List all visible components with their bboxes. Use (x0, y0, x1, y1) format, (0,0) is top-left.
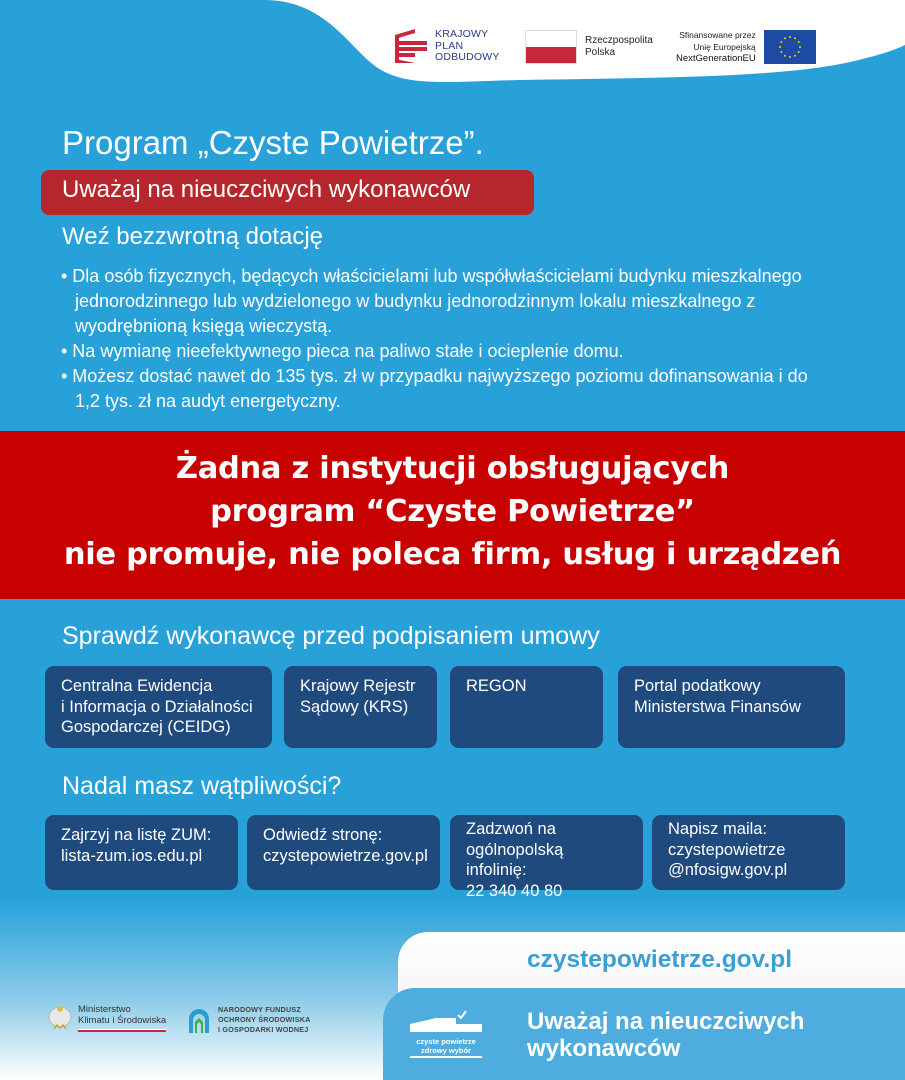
footer-url[interactable]: czystepowietrze.gov.pl (527, 946, 793, 973)
disclaimer-line-1: Żadna z instytucji obsługujących (175, 451, 730, 486)
kpo-line-2: PLAN (435, 39, 464, 52)
kpo-line-1: KRAJOWY (435, 28, 489, 40)
rp-line-1: Rzeczpospolita (585, 35, 653, 46)
subtitle: Weź bezzwrotną dotację (62, 223, 324, 250)
registry-box-regon (450, 666, 603, 748)
box-line: Portal podatkowy (634, 677, 761, 695)
registry-box-mf-portal (618, 666, 845, 748)
box-line: Sądowy (KRS) (300, 697, 409, 716)
nfosigw-logo (186, 1005, 311, 1035)
house-checkmark-icon (410, 1010, 482, 1032)
bullet-item: • Możesz dostać nawet do 135 tys. zł w przypadku najwyższego poziomu dofinansowania i do 1,2 tys. zł na audyt energetyczny. (61, 366, 808, 411)
rp-line-2: Polska (585, 47, 616, 58)
kpo-stripes-icon (395, 29, 427, 63)
ministry-line: Ministerstwo (78, 1004, 131, 1015)
ministry-line: Klimatu i Środowiska (78, 1015, 167, 1026)
eu-flag-icon (764, 30, 816, 64)
contact-box-email (652, 815, 845, 890)
czyste-powietrze-logo (410, 1010, 482, 1058)
contact-box-hotline (450, 815, 643, 900)
footer-warning-line: Uważaj na nieuczciwych (527, 1008, 805, 1035)
polish-eagle-icon (47, 1003, 73, 1033)
nfos-line: OCHRONY ŚRODOWISKA (218, 1015, 311, 1024)
email-link[interactable]: @nfosigw.gov.pl (668, 861, 788, 879)
kpo-line-3: ODBUDOWY (435, 51, 500, 63)
polish-flag-icon (525, 30, 577, 64)
footer-warning (527, 1008, 804, 1062)
box-line: Centralna Ewidencja (61, 677, 213, 695)
box-link[interactable]: czystepowietrze.gov.pl (263, 846, 428, 865)
contact-box-website (247, 815, 440, 890)
disclaimer-line-2: program “Czyste Powietrze” (210, 494, 695, 529)
eu-line-3: NextGenerationEU (676, 53, 756, 64)
eu-line-1: Sfinansowane przez (679, 30, 756, 40)
check-section-title: Sprawdź wykonawcę przed podpisaniem umowy (62, 622, 600, 650)
cp-logo-underline (410, 1056, 482, 1058)
email-link[interactable]: czystepowietrze (668, 840, 786, 859)
warning-pill: Uważaj na nieuczciwych wykonawców (41, 170, 534, 215)
kpo-logo (395, 29, 500, 64)
box-line: REGON (466, 677, 527, 695)
registry-box-krs (284, 666, 437, 748)
eu-logo (676, 30, 816, 65)
page-title: Program „Czyste Powietrze”. (62, 124, 484, 161)
nfosigw-emblem-icon (186, 1005, 212, 1035)
bullet-item: • Na wymianę nieefektywnego pieca na paliwo stałe i ocieplenie domu. (61, 341, 624, 361)
box-line: ogólnopolską infolinię: (466, 840, 564, 879)
box-line: Gospodarczej (CEIDG) (61, 718, 231, 736)
ministry-underline (78, 1029, 166, 1032)
phone-number[interactable]: 22 340 40 80 (466, 881, 563, 900)
footer-warning-line: wykonawców (527, 1035, 681, 1062)
box-line: Odwiedź stronę: (263, 826, 383, 844)
ministry-logo (47, 1003, 166, 1033)
disclaimer-band (0, 431, 905, 599)
box-line: Napisz maila: (668, 820, 768, 838)
bullet-item: • Dla osób fizycznych, będących właścicielami lub współwłaścicielami budynku mieszkalnego jednorodzinnego lub wydzielonego w budynku jednorodzinnym lokalu mieszkalnego z wyodrębnioną księgą wieczystą. (61, 266, 802, 336)
disclaimer-line-3: nie promuje, nie poleca firm, usług i urządzeń (63, 537, 842, 572)
doubts-section-title: Nadal masz wątpliwości? (62, 772, 342, 800)
eu-line-2: Unię Europejską (693, 41, 756, 52)
cp-logo-line: zdrowy wybór (420, 1046, 471, 1055)
cp-logo-line: czyste powietrze (416, 1037, 476, 1046)
bullet-list (61, 264, 821, 414)
registry-box-ceidg (45, 666, 272, 748)
box-link[interactable]: lista-zum.ios.edu.pl (61, 846, 203, 865)
nfos-line: I GOSPODARKI WODNEJ (218, 1025, 309, 1034)
nfos-line: NARODOWY FUNDUSZ (218, 1005, 301, 1014)
rp-logo (525, 30, 653, 64)
box-line: Ministerstwa Finansów (634, 697, 801, 716)
box-line: i Informacja o Działalności (61, 697, 253, 716)
box-line: Zajrzyj na listę ZUM: (61, 826, 212, 844)
box-line: Zadzwoń na (466, 820, 556, 838)
contact-box-zum (45, 815, 238, 890)
box-line: Krajowy Rejestr (300, 677, 416, 695)
